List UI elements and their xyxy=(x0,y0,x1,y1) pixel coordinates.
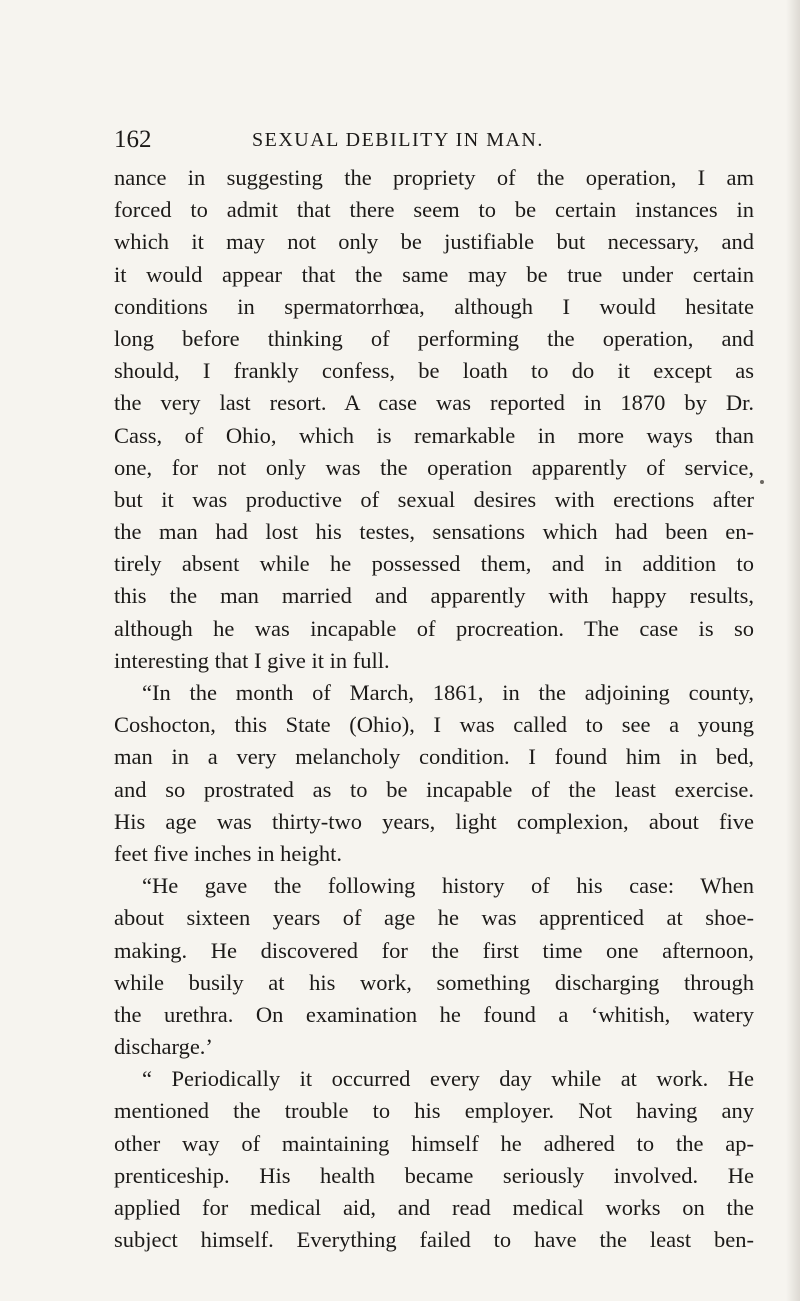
text-line: “ Periodically it occurred every day while at work. He xyxy=(142,1066,754,1092)
text-line: but it was productive of sexual desires with erections after xyxy=(114,486,754,512)
text-line: and so prostrated as to be incapable of the least exercise. xyxy=(114,776,754,802)
text-line: Coshocton, this State (Ohio), I was called to see a young xyxy=(114,712,754,738)
text-line: tirely absent while he possessed them, and in addition to xyxy=(114,551,754,577)
text-line: discharge.’ xyxy=(114,1034,213,1060)
text-line: man in a very melancholy condition. I found him in bed, xyxy=(114,744,754,770)
text-line: the urethra. On examination he found a ‘whitish, watery xyxy=(114,1001,754,1027)
text-line: should, I frankly confess, be loath to do it except as xyxy=(114,358,754,384)
text-line: applied for medical aid, and read medical works on the xyxy=(114,1195,754,1220)
text-line: conditions in spermatorrhœa, although I would hesitate xyxy=(114,293,754,319)
text-line: interesting that I give it in full. xyxy=(114,647,390,673)
text-line: feet five inches in height. xyxy=(114,840,343,866)
running-title: SEXUAL DEBILITY IN MAN. xyxy=(252,129,544,151)
text-line: mentioned the trouble to his employer. Not having any xyxy=(114,1098,754,1124)
text-line: other way of maintaining himself he adhered to the ap- xyxy=(114,1130,754,1156)
text-line: “He gave the following history of his case: When xyxy=(142,873,754,899)
text-line: the man had lost his testes, sensations which had been en- xyxy=(114,519,754,545)
margin-dot xyxy=(760,480,764,484)
text-line: subject himself. Everything failed to have the least ben- xyxy=(114,1227,754,1253)
body-text xyxy=(114,162,754,1256)
text-line: “In the month of March, 1861, in the adjoining county, xyxy=(142,680,754,705)
text-line: while busily at his work, something discharging through xyxy=(114,969,754,995)
text-line: Cass, of Ohio, which is remarkable in more ways than xyxy=(114,422,754,448)
text-line: although he was incapable of procreation. The case is so xyxy=(114,615,754,641)
text-line: prenticeship. His health became seriously involved. He xyxy=(114,1162,754,1188)
page-edge-shadow xyxy=(786,0,800,1301)
text-line: making. He discovered for the first time one afternoon, xyxy=(114,937,754,963)
text-line: one, for not only was the operation apparently of service, xyxy=(114,454,754,480)
text-line: long before thinking of performing the operation, and xyxy=(114,325,754,351)
text-line: it would appear that the same may be true under certain xyxy=(114,261,754,287)
text-line: forced to admit that there seem to be certain instances in xyxy=(114,197,754,223)
running-head xyxy=(114,124,754,156)
text-line: which it may not only be justifiable but necessary, and xyxy=(114,229,754,255)
text-line: about sixteen years of age he was apprenticed at shoe- xyxy=(114,905,754,931)
text-line: His age was thirty-two years, light complexion, about five xyxy=(114,808,754,834)
page-number: 162 xyxy=(114,126,152,153)
text-line: the very last resort. A case was reported in 1870 by Dr. xyxy=(114,390,754,416)
text-line: this the man married and apparently with happy results, xyxy=(114,583,754,609)
text-line: nance in suggesting the propriety of the operation, I am xyxy=(114,165,754,190)
